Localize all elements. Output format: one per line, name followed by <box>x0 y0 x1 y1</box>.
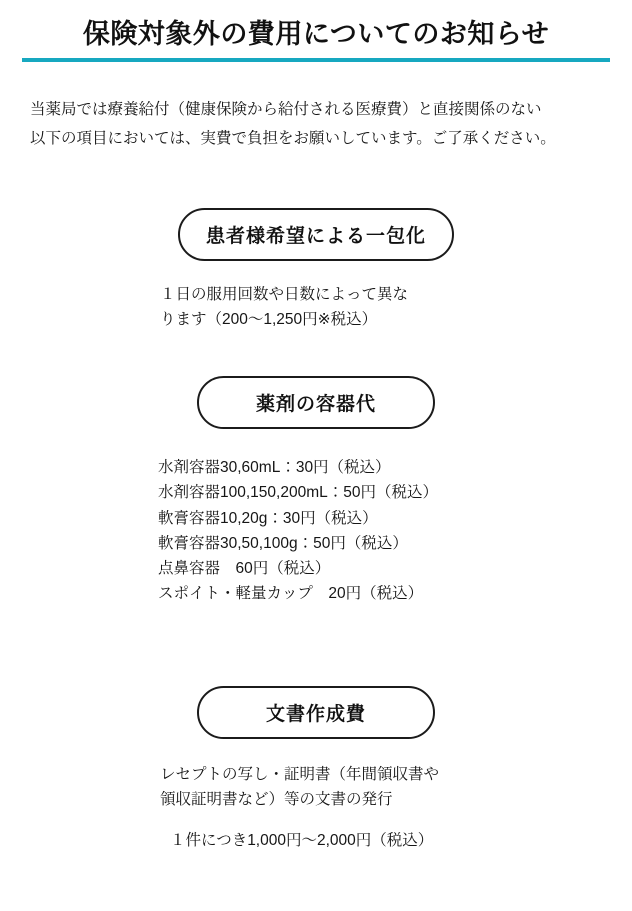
container-line-6: スポイト・軽量カップ 20円（税込） <box>158 584 424 602</box>
packaging-line-1: １日の服用回数や日数によって異な <box>160 285 409 303</box>
container-line-5: 点鼻容器 60円（税込） <box>158 559 331 577</box>
section-document-heading-wrap <box>0 686 632 739</box>
section-packaging-heading-wrap <box>0 208 632 261</box>
section-document-heading: 文書作成費 <box>197 686 435 739</box>
container-line-1: 水剤容器30,60mL：30円（税込） <box>158 459 391 477</box>
section-packaging <box>0 208 632 333</box>
intro-line-2: 以下の項目においては、実費で負担をお願いしています。ご了承ください。 <box>30 130 556 148</box>
section-packaging-heading: 患者様希望による一包化 <box>178 208 454 261</box>
document-line-2: 領収証明書など）等の文書の発行 <box>160 790 393 808</box>
section-container-fee <box>0 376 632 606</box>
notice-page <box>0 18 632 911</box>
intro-line-1: 当薬局では療養給付（健康保険から給付される医療費）と直接関係のない <box>30 101 542 119</box>
intro-paragraph <box>30 96 602 153</box>
document-fee-line: １件につき1,000円〜2,000円（税込） <box>170 831 434 849</box>
section-container-body <box>158 455 632 606</box>
packaging-line-2: ります（200〜1,250円※税込） <box>160 310 378 328</box>
container-line-3: 軟膏容器10,20g：30円（税込） <box>158 509 378 527</box>
section-document-fee <box>0 686 632 853</box>
section-document-body <box>160 763 632 853</box>
section-packaging-body <box>160 283 632 333</box>
section-container-heading: 薬剤の容器代 <box>197 376 435 429</box>
section-container-heading-wrap <box>0 376 632 429</box>
document-line-1: レセプトの写し・証明書（年間領収書や <box>160 765 440 783</box>
page-title: 保険対象外の費用についてのお知らせ <box>82 19 550 49</box>
title-block <box>22 18 610 62</box>
container-line-4: 軟膏容器30,50,100g：50円（税込） <box>158 534 408 552</box>
container-line-2: 水剤容器100,150,200mL：50円（税込） <box>158 484 438 502</box>
